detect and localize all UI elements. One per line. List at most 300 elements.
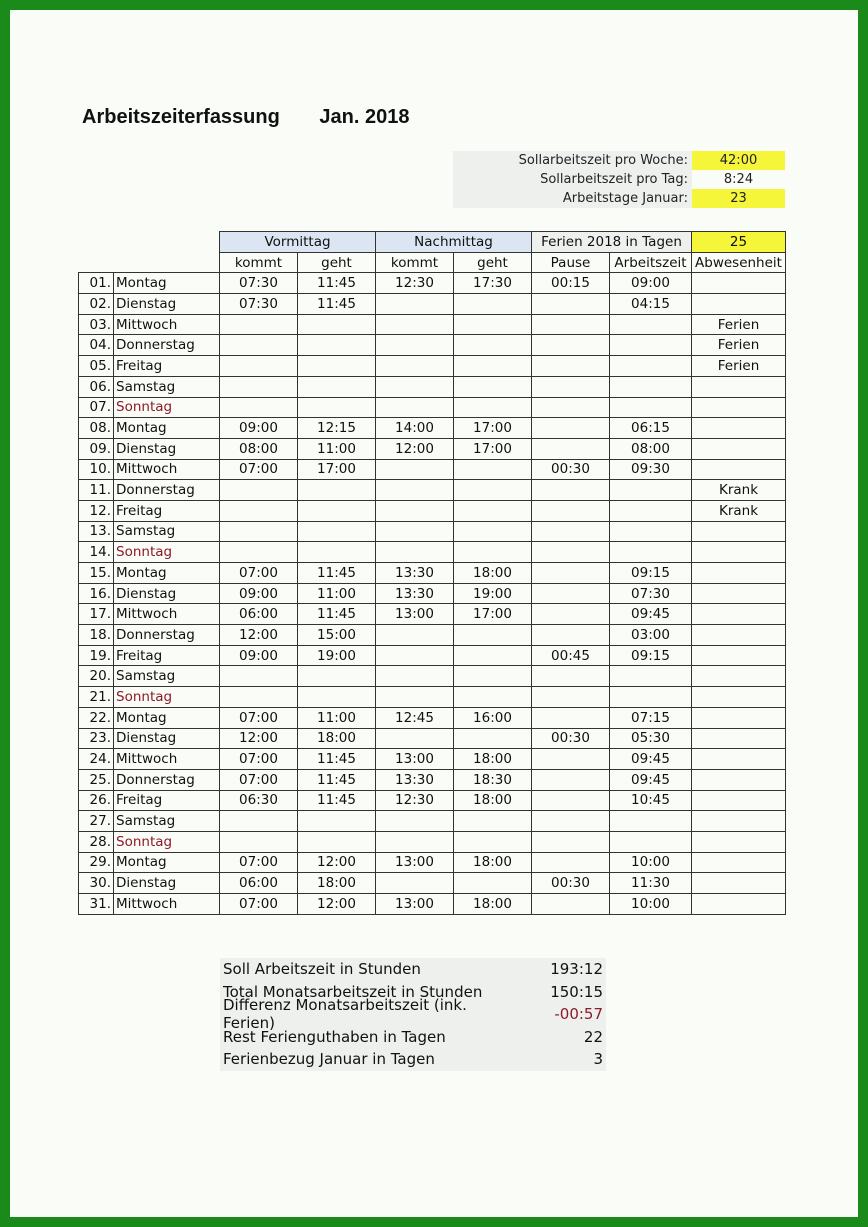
kommt-pm-cell[interactable] (376, 335, 454, 356)
kommt-am-cell[interactable]: 07:00 (220, 459, 298, 480)
table-row (79, 769, 786, 790)
arbeitszeit-cell[interactable]: 10:00 (610, 852, 692, 873)
kommt-pm-cell[interactable] (376, 728, 454, 749)
abwesenheit-cell[interactable] (692, 521, 786, 542)
geht-pm-cell[interactable]: 18:00 (454, 894, 532, 915)
abwesenheit-cell[interactable] (692, 273, 786, 294)
weekday-cell: Dienstag (114, 583, 220, 604)
table-row (79, 273, 786, 294)
kommt-am-cell[interactable]: 06:00 (220, 873, 298, 894)
pause-cell[interactable] (532, 894, 610, 915)
arbeitszeit-cell[interactable]: 09:30 (610, 459, 692, 480)
kommt-pm-cell[interactable]: 12:45 (376, 707, 454, 728)
kommt-am-cell[interactable]: 12:00 (220, 625, 298, 646)
arbeitszeit-cell[interactable] (610, 687, 692, 708)
kommt-am-cell[interactable]: 12:00 (220, 728, 298, 749)
day-number-cell: 05. (79, 356, 114, 377)
abwesenheit-cell[interactable] (692, 418, 786, 439)
geht-am-cell[interactable]: 17:00 (298, 459, 376, 480)
kommt-pm-cell[interactable] (376, 625, 454, 646)
kommt-pm-cell[interactable] (376, 873, 454, 894)
kommt-pm-cell[interactable] (376, 294, 454, 315)
weekday-cell: Montag (114, 707, 220, 728)
day-number-cell: 22. (79, 707, 114, 728)
geht-pm-cell[interactable]: 19:00 (454, 583, 532, 604)
summary-label: Ferienbezug Januar in Tagen (223, 1050, 435, 1069)
table-row (79, 749, 786, 770)
weekday-cell: Montag (114, 418, 220, 439)
kommt-pm-cell[interactable] (376, 542, 454, 563)
col-geht-pm: geht (454, 252, 532, 273)
abwesenheit-cell[interactable] (692, 769, 786, 790)
abwesenheit-cell[interactable] (692, 563, 786, 584)
kommt-am-cell[interactable]: 07:30 (220, 294, 298, 315)
pause-cell[interactable] (532, 438, 610, 459)
title-text: Arbeitszeiterfassung (82, 106, 280, 128)
geht-pm-cell[interactable] (454, 335, 532, 356)
kommt-am-cell[interactable] (220, 314, 298, 335)
geht-pm-cell[interactable] (454, 294, 532, 315)
pause-cell[interactable] (532, 583, 610, 604)
pause-cell[interactable] (532, 604, 610, 625)
kommt-pm-cell[interactable] (376, 521, 454, 542)
abwesenheit-cell[interactable]: Ferien (692, 314, 786, 335)
abwesenheit-cell[interactable] (692, 294, 786, 315)
kommt-am-cell[interactable]: 07:00 (220, 563, 298, 584)
ferien-total-cell[interactable]: 25 (692, 232, 786, 253)
geht-pm-cell[interactable]: 17:00 (454, 604, 532, 625)
arbeitszeit-cell[interactable] (610, 314, 692, 335)
kommt-pm-cell[interactable] (376, 356, 454, 377)
kommt-am-cell[interactable] (220, 376, 298, 397)
arbeitszeit-cell[interactable] (610, 376, 692, 397)
kommt-am-cell[interactable]: 08:00 (220, 438, 298, 459)
kommt-am-cell[interactable] (220, 397, 298, 418)
workdays-cell[interactable]: 23 (692, 189, 785, 208)
abwesenheit-cell[interactable]: Krank (692, 480, 786, 501)
day-number-cell: 27. (79, 811, 114, 832)
arbeitszeit-cell[interactable] (610, 356, 692, 377)
abwesenheit-cell[interactable] (692, 438, 786, 459)
abwesenheit-cell[interactable] (692, 707, 786, 728)
geht-am-cell[interactable]: 12:00 (298, 894, 376, 915)
kommt-am-cell[interactable] (220, 521, 298, 542)
arbeitszeit-cell[interactable]: 04:15 (610, 294, 692, 315)
geht-pm-cell[interactable] (454, 625, 532, 646)
pause-cell[interactable] (532, 563, 610, 584)
geht-pm-cell[interactable] (454, 521, 532, 542)
kommt-pm-cell[interactable] (376, 645, 454, 666)
arbeitszeit-cell[interactable] (610, 811, 692, 832)
geht-am-cell[interactable] (298, 831, 376, 852)
target-hours-panel (453, 151, 785, 208)
day-number-cell: 28. (79, 831, 114, 852)
arbeitszeit-cell[interactable]: 07:15 (610, 707, 692, 728)
summary-label: Differenz Monatsarbeitszeit (ink. Ferien) (223, 996, 467, 1033)
geht-am-cell[interactable]: 12:15 (298, 418, 376, 439)
summary-value: 3 (593, 1050, 603, 1069)
col-pause: Pause (532, 252, 610, 273)
arbeitszeit-cell[interactable]: 09:45 (610, 749, 692, 770)
kommt-pm-cell[interactable]: 13:00 (376, 604, 454, 625)
weekday-cell: Mittwoch (114, 604, 220, 625)
info-row (453, 151, 785, 170)
daily-hours-cell[interactable]: 8:24 (723, 172, 754, 187)
day-number-cell: 24. (79, 749, 114, 770)
geht-pm-cell[interactable]: 18:00 (454, 852, 532, 873)
kommt-pm-cell[interactable] (376, 811, 454, 832)
kommt-pm-cell[interactable]: 13:00 (376, 852, 454, 873)
geht-pm-cell[interactable] (454, 645, 532, 666)
weekday-cell: Sonntag (114, 831, 220, 852)
abwesenheit-cell[interactable] (692, 873, 786, 894)
geht-pm-cell[interactable] (454, 666, 532, 687)
geht-pm-cell[interactable]: 18:00 (454, 790, 532, 811)
day-number-cell: 18. (79, 625, 114, 646)
arbeitszeit-cell[interactable] (610, 542, 692, 563)
table-row (79, 563, 786, 584)
weekday-cell: Mittwoch (114, 749, 220, 770)
day-number-cell: 04. (79, 335, 114, 356)
table-row (79, 811, 786, 832)
geht-am-cell[interactable] (298, 314, 376, 335)
geht-am-cell[interactable]: 11:00 (298, 438, 376, 459)
weekday-cell: Dienstag (114, 438, 220, 459)
arbeitszeit-cell[interactable] (610, 831, 692, 852)
arbeitszeit-cell[interactable] (610, 335, 692, 356)
geht-am-cell[interactable] (298, 500, 376, 521)
table-row (79, 666, 786, 687)
kommt-am-cell[interactable]: 07:00 (220, 749, 298, 770)
abwesenheit-cell[interactable] (692, 666, 786, 687)
abwesenheit-cell[interactable] (692, 790, 786, 811)
arbeitszeit-cell[interactable] (610, 500, 692, 521)
abwesenheit-cell[interactable] (692, 811, 786, 832)
geht-am-cell[interactable]: 12:00 (298, 852, 376, 873)
kommt-am-cell[interactable] (220, 687, 298, 708)
pause-cell[interactable] (532, 521, 610, 542)
geht-am-cell[interactable]: 11:45 (298, 769, 376, 790)
day-number-cell: 08. (79, 418, 114, 439)
geht-pm-cell[interactable] (454, 873, 532, 894)
kommt-am-cell[interactable]: 07:00 (220, 852, 298, 873)
kommt-pm-cell[interactable]: 12:30 (376, 790, 454, 811)
table-row (79, 438, 786, 459)
day-number-cell: 12. (79, 500, 114, 521)
abwesenheit-cell[interactable]: Ferien (692, 356, 786, 377)
kommt-pm-cell[interactable]: 12:30 (376, 273, 454, 294)
kommt-pm-cell[interactable]: 13:30 (376, 583, 454, 604)
col-kommt-pm: kommt (376, 252, 454, 273)
geht-pm-cell[interactable]: 16:00 (454, 707, 532, 728)
geht-pm-cell[interactable] (454, 542, 532, 563)
abwesenheit-cell[interactable] (692, 459, 786, 480)
geht-am-cell[interactable]: 11:45 (298, 294, 376, 315)
geht-am-cell[interactable] (298, 521, 376, 542)
geht-pm-cell[interactable]: 17:00 (454, 418, 532, 439)
arbeitszeit-cell[interactable] (610, 666, 692, 687)
weekday-cell: Freitag (114, 645, 220, 666)
weekday-cell: Montag (114, 563, 220, 584)
geht-am-cell[interactable]: 11:00 (298, 707, 376, 728)
pause-cell[interactable] (532, 376, 610, 397)
weekday-cell: Montag (114, 852, 220, 873)
pause-cell[interactable] (532, 625, 610, 646)
geht-pm-cell[interactable] (454, 811, 532, 832)
arbeitszeit-cell[interactable] (610, 521, 692, 542)
geht-pm-cell[interactable] (454, 314, 532, 335)
kommt-pm-cell[interactable] (376, 459, 454, 480)
geht-pm-cell[interactable] (454, 459, 532, 480)
kommt-pm-cell[interactable] (376, 397, 454, 418)
kommt-am-cell[interactable] (220, 480, 298, 501)
arbeitszeit-cell[interactable]: 08:00 (610, 438, 692, 459)
arbeitszeit-cell[interactable]: 09:15 (610, 563, 692, 584)
abwesenheit-cell[interactable]: Krank (692, 500, 786, 521)
geht-am-cell[interactable] (298, 356, 376, 377)
table-row (79, 459, 786, 480)
header-nachmittag: Nachmittag (376, 232, 532, 253)
geht-pm-cell[interactable] (454, 687, 532, 708)
table-row (79, 873, 786, 894)
summary-value: 150:15 (550, 982, 603, 1001)
geht-pm-cell[interactable] (454, 397, 532, 418)
day-number-cell: 23. (79, 728, 114, 749)
kommt-pm-cell[interactable]: 13:00 (376, 749, 454, 770)
day-number-cell: 02. (79, 294, 114, 315)
geht-am-cell[interactable]: 18:00 (298, 873, 376, 894)
pause-cell[interactable] (532, 314, 610, 335)
geht-am-cell[interactable]: 11:00 (298, 583, 376, 604)
arbeitszeit-cell[interactable]: 09:00 (610, 273, 692, 294)
table-row (79, 790, 786, 811)
kommt-pm-cell[interactable] (376, 500, 454, 521)
pause-cell[interactable]: 00:30 (532, 728, 610, 749)
arbeitszeit-cell[interactable] (610, 480, 692, 501)
abwesenheit-cell[interactable] (692, 852, 786, 873)
pause-cell[interactable] (532, 831, 610, 852)
geht-pm-cell[interactable]: 17:00 (454, 438, 532, 459)
day-number-cell: 16. (79, 583, 114, 604)
kommt-pm-cell[interactable] (376, 831, 454, 852)
table-row (79, 542, 786, 563)
table-row (79, 521, 786, 542)
geht-am-cell[interactable]: 11:45 (298, 563, 376, 584)
summary-row (220, 958, 606, 981)
abwesenheit-cell[interactable] (692, 749, 786, 770)
geht-pm-cell[interactable] (454, 728, 532, 749)
geht-am-cell[interactable] (298, 687, 376, 708)
abwesenheit-cell[interactable] (692, 604, 786, 625)
geht-am-cell[interactable] (298, 376, 376, 397)
pause-cell[interactable] (532, 707, 610, 728)
kommt-am-cell[interactable]: 07:30 (220, 273, 298, 294)
kommt-am-cell[interactable]: 07:00 (220, 707, 298, 728)
kommt-am-cell[interactable]: 07:00 (220, 769, 298, 790)
arbeitszeit-cell[interactable]: 11:30 (610, 873, 692, 894)
abwesenheit-cell[interactable] (692, 583, 786, 604)
kommt-am-cell[interactable]: 09:00 (220, 583, 298, 604)
geht-am-cell[interactable] (298, 666, 376, 687)
table-row (79, 397, 786, 418)
day-number-cell: 03. (79, 314, 114, 335)
table-row (79, 728, 786, 749)
geht-am-cell[interactable]: 11:45 (298, 749, 376, 770)
geht-am-cell[interactable]: 11:45 (298, 273, 376, 294)
arbeitszeit-cell[interactable]: 06:15 (610, 418, 692, 439)
kommt-am-cell[interactable] (220, 666, 298, 687)
column-header-row (79, 252, 786, 273)
col-arbeitszeit: Arbeitszeit (610, 252, 692, 273)
geht-pm-cell[interactable] (454, 480, 532, 501)
geht-pm-cell[interactable]: 18:00 (454, 749, 532, 770)
pause-cell[interactable]: 00:15 (532, 273, 610, 294)
header-vormittag: Vormittag (220, 232, 376, 253)
pause-cell[interactable]: 00:30 (532, 873, 610, 894)
arbeitszeit-cell[interactable]: 09:45 (610, 604, 692, 625)
kommt-am-cell[interactable] (220, 500, 298, 521)
kommt-am-cell[interactable] (220, 831, 298, 852)
geht-pm-cell[interactable]: 18:30 (454, 769, 532, 790)
pause-cell[interactable] (532, 687, 610, 708)
abwesenheit-cell[interactable] (692, 645, 786, 666)
pause-cell[interactable] (532, 542, 610, 563)
arbeitszeit-cell[interactable]: 09:45 (610, 769, 692, 790)
pause-cell[interactable] (532, 397, 610, 418)
geht-am-cell[interactable]: 15:00 (298, 625, 376, 646)
table-row (79, 500, 786, 521)
geht-am-cell[interactable]: 18:00 (298, 728, 376, 749)
geht-pm-cell[interactable]: 18:00 (454, 563, 532, 584)
geht-pm-cell[interactable] (454, 356, 532, 377)
kommt-pm-cell[interactable] (376, 666, 454, 687)
pause-cell[interactable] (532, 790, 610, 811)
geht-am-cell[interactable] (298, 542, 376, 563)
geht-am-cell[interactable] (298, 480, 376, 501)
table-row (79, 583, 786, 604)
kommt-pm-cell[interactable]: 13:30 (376, 563, 454, 584)
summary-row (220, 996, 606, 1033)
summary-row (220, 1026, 606, 1049)
geht-pm-cell[interactable] (454, 831, 532, 852)
summary-value: -00:57 (554, 1005, 603, 1024)
summary-value: 193:12 (550, 960, 603, 979)
abwesenheit-cell[interactable] (692, 625, 786, 646)
pause-cell[interactable] (532, 480, 610, 501)
pause-cell[interactable] (532, 418, 610, 439)
kommt-am-cell[interactable] (220, 335, 298, 356)
abwesenheit-cell[interactable] (692, 687, 786, 708)
weekday-cell: Donnerstag (114, 769, 220, 790)
kommt-am-cell[interactable]: 06:00 (220, 604, 298, 625)
day-number-cell: 15. (79, 563, 114, 584)
kommt-pm-cell[interactable]: 12:00 (376, 438, 454, 459)
kommt-pm-cell[interactable]: 14:00 (376, 418, 454, 439)
arbeitszeit-cell[interactable]: 10:45 (610, 790, 692, 811)
group-header-row (79, 232, 786, 253)
day-number-cell: 19. (79, 645, 114, 666)
arbeitszeit-cell[interactable]: 03:00 (610, 625, 692, 646)
abwesenheit-cell[interactable] (692, 728, 786, 749)
summary-value: 22 (583, 1027, 603, 1046)
geht-am-cell[interactable] (298, 811, 376, 832)
pause-cell[interactable] (532, 852, 610, 873)
geht-pm-cell[interactable] (454, 500, 532, 521)
kommt-pm-cell[interactable] (376, 687, 454, 708)
kommt-am-cell[interactable]: 09:00 (220, 645, 298, 666)
pause-cell[interactable] (532, 294, 610, 315)
kommt-pm-cell[interactable]: 13:00 (376, 894, 454, 915)
arbeitszeit-cell[interactable]: 07:30 (610, 583, 692, 604)
kommt-am-cell[interactable] (220, 811, 298, 832)
abwesenheit-cell[interactable]: Ferien (692, 335, 786, 356)
pause-cell[interactable]: 00:30 (532, 459, 610, 480)
arbeitszeit-cell[interactable]: 05:30 (610, 728, 692, 749)
weekly-hours-cell[interactable]: 42:00 (692, 151, 785, 170)
kommt-pm-cell[interactable] (376, 314, 454, 335)
abwesenheit-cell[interactable] (692, 397, 786, 418)
timesheet-table (78, 231, 786, 915)
kommt-am-cell[interactable]: 06:30 (220, 790, 298, 811)
summary-label: Soll Arbeitszeit in Stunden (223, 960, 421, 979)
table-row (79, 852, 786, 873)
day-number-cell: 29. (79, 852, 114, 873)
info-row (453, 170, 785, 189)
kommt-pm-cell[interactable]: 13:30 (376, 769, 454, 790)
abwesenheit-cell[interactable] (692, 831, 786, 852)
abwesenheit-cell[interactable] (692, 376, 786, 397)
geht-am-cell[interactable] (298, 397, 376, 418)
kommt-am-cell[interactable]: 09:00 (220, 418, 298, 439)
day-number-cell: 07. (79, 397, 114, 418)
kommt-am-cell[interactable] (220, 542, 298, 563)
day-number-cell: 10. (79, 459, 114, 480)
pause-cell[interactable] (532, 356, 610, 377)
geht-am-cell[interactable] (298, 335, 376, 356)
arbeitszeit-cell[interactable]: 10:00 (610, 894, 692, 915)
kommt-pm-cell[interactable] (376, 376, 454, 397)
day-number-cell: 30. (79, 873, 114, 894)
geht-am-cell[interactable]: 19:00 (298, 645, 376, 666)
pause-cell[interactable] (532, 500, 610, 521)
col-abwesenheit: Abwesenheit (692, 252, 786, 273)
geht-pm-cell[interactable] (454, 376, 532, 397)
weekday-cell: Samstag (114, 521, 220, 542)
pause-cell[interactable] (532, 749, 610, 770)
table-row (79, 625, 786, 646)
day-number-cell: 21. (79, 687, 114, 708)
kommt-pm-cell[interactable] (376, 480, 454, 501)
pause-cell[interactable]: 00:45 (532, 645, 610, 666)
abwesenheit-cell[interactable] (692, 894, 786, 915)
day-number-cell: 01. (79, 273, 114, 294)
geht-pm-cell[interactable]: 17:30 (454, 273, 532, 294)
arbeitszeit-cell[interactable] (610, 397, 692, 418)
pause-cell[interactable] (532, 335, 610, 356)
weekday-cell: Donnerstag (114, 335, 220, 356)
pause-cell[interactable] (532, 769, 610, 790)
summary-label: Rest Ferienguthaben in Tagen (223, 1027, 446, 1046)
geht-am-cell[interactable]: 11:45 (298, 790, 376, 811)
geht-am-cell[interactable]: 11:45 (298, 604, 376, 625)
arbeitszeit-cell[interactable]: 09:15 (610, 645, 692, 666)
pause-cell[interactable] (532, 666, 610, 687)
abwesenheit-cell[interactable] (692, 542, 786, 563)
kommt-am-cell[interactable] (220, 356, 298, 377)
pause-cell[interactable] (532, 811, 610, 832)
table-row (79, 604, 786, 625)
kommt-am-cell[interactable]: 07:00 (220, 894, 298, 915)
